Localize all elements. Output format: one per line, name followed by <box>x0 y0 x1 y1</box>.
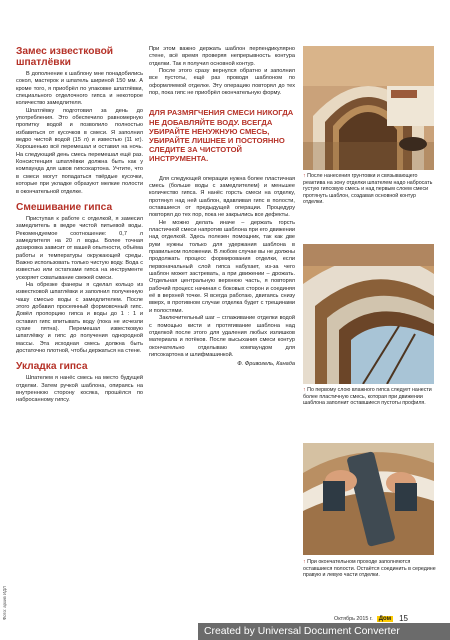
paragraph: Заключительный шаг – сглаживание отделки водой с помощью кисти и протягивание шаблона над отделкой после этого для удаления любых излишков материала и потёков. После высыхания смеси контур окончательно отделываю компаундом для гипсокартона и шлифмашинкой. <box>149 315 295 358</box>
page-number: 15 <box>399 614 408 623</box>
caption-arrow-icon: ↑ <box>303 387 306 393</box>
column-left <box>16 46 143 405</box>
caption-arrow-icon: ↑ <box>303 173 306 179</box>
caption-arrow-icon: ↑ <box>303 559 306 565</box>
caption-text: После нанесения грунтовки и связывающего реактива на зону отделки шпателем надо набросать густую гипсовую смесь и над первым слоем смеси протянуть шаблон, создавая основной контур отделки. <box>303 173 433 205</box>
photo-arch-template <box>303 244 434 384</box>
author-signature: Ф. Фривогель, Канада <box>237 361 295 368</box>
paragraph: В дополнение к шаблону мне понадобились сокол, мастерок и шпатель шириной 150 мм. А кроме того, я приобрёл по упаковке шпатлёвки, специального отделочного гипса и некоторое количество замедлителя. <box>16 71 143 107</box>
caption-2 <box>303 387 436 407</box>
heading-ukladka: Укладка гипса <box>16 361 88 373</box>
photo-hands-template <box>303 443 434 555</box>
callout: ДЛЯ РАЗМЯГЧЕНИЯ СМЕСИ НИКОГДА НЕ ДОБАВЛЯЙТЕ ВОДУ. ВСЕГДА УБИРАЙТЕ НЕНУЖНУЮ СМЕСЬ, УБИРАЙТЕ ЛИШНЕЕ И ПОСТОЯННО СЛЕДИТЕ ЗА ЧИСТОТОЙ ИНСТРУМЕНТА. <box>149 108 294 164</box>
heading-zames: Замес известковой шпатлёвки <box>16 46 114 68</box>
caption-1 <box>303 173 436 206</box>
paragraph: После этого сразу вернулся обратно и заполнил все пустоты, ещё раз проводя шаблоном по оформляемой отделке. Эту операцию повторял до тех пор, пока гипс не приобрёл окончательную форму. <box>149 68 295 97</box>
paragraph: Приступая к работе с отделкой, я замесил замедлитель в ведре чистой питьевой воды. Рекомендуемое соотношение: 0,7 л замедлителя на 20 л воды. Более точная дозировка зависит от вашей опытности, объёма работы и температуры окружающей среды. Важно использовать только чистую воду. Вода с известью или остатками гипса на инструменте ускоряет схватывание свежей смеси. <box>16 215 143 281</box>
paragraph: Не можно делать иначе – держать горсть пластичной смеси напротив шаблона при его движении над отделкой. Здесь полезен помощник, так как две руки нужны только для удержания шаблона в правильном положении. В любом случае вы не должны продолжать процесс формирования отделки, если первоначальный слой гипса набухает, из-за чего шаблон может застревать, а при движении – дрожать. Отдельная центральную верхнюю часть, я повторял рабочий процесс начиная с боковых сторон и соединяя её в верхней точке. Я всегда работаю, двигаясь снизу вверх, в противном случае отделка будет с трещинами и полостями. <box>149 219 295 314</box>
paragraph: Шпатлёвку подготовил за день до употребления. Это обеспечило равномерную пропитку водой и позволило полностью избавиться от кусочков в смеси. Я заполнил ведро чистой водой (15 л) и известью (11 кг). Хорошенько всё перемешал и оставил на ночь. На следующий день смесь перемешал ещё раз. Консистенция шпатлёвки должна быть как у компаунда для швов гипсокартона. Учтите, что в смеси могут попадаться твёрдые кусочки, которые при укладке образуют мелкие полости в окончательной отделке. <box>16 107 143 195</box>
magazine-logo: Дом <box>378 615 392 622</box>
converter-watermark: Created by Universal Document Converter <box>198 623 450 640</box>
caption-text: По первому слою влажного гипса следует нанести более пластичную смесь, которая при движении шаблона заполнит оставшиеся пустоты профиля. <box>303 387 432 406</box>
caption-text: При окончательном проходе заполняются оставшиеся полости. Остаётся соединить в середине правую и левую части отделки. <box>303 559 436 578</box>
caption-3 <box>303 559 436 579</box>
paragraph: На обрезке фанеры я сделал кольцо из известковой шпатлёвки и заполнил полученную чашу смесью воды с замедлителем. После этого добавил просеянный формовочный гипс. Довёл пропорцию гипса и воды до 1 : 1 и оставил гипс впитывать воду (пока не исчезли сухие пятна). Перемешал известковую шпатлёвку и гипс до получения однородной массы. Эта исходная смесь должна быть достаточно плотной, чтобы держаться на стене. <box>16 281 143 355</box>
photo-credit-text: Фото: архив ИДЛ <box>2 586 7 620</box>
issue-date: Октябрь 2015 г. <box>334 615 373 622</box>
column-middle <box>149 46 295 369</box>
heading-smeshivanie: Смешивание гипса <box>16 201 113 213</box>
photo-arch-plaster <box>303 46 434 170</box>
photo-credit <box>2 500 14 620</box>
paragraph: При этом важно держать шаблон перпендикулярно стене, всё время проверяя непрерывность контура отделки. Так я получил основной контур. <box>149 46 295 67</box>
paragraph: Шпателем я нанёс смесь на место будущей отделки. Затем ручкой шаблона, опираясь на внутреннюю сторону косяка, прошёлся по набросанному гипсу. <box>16 375 143 404</box>
paragraph: Для следующей операции нужна более пластичная смесь (больше воды с замедлителем) и меньшее количество гипса. Я нанёс горсть смеси на отделку, протянул над ней шаблон, вдавливая гипс в полости, оставшиеся от предыдущей операции. Процедуру повторял до тех пор, пока не закрылись все дефекты. <box>149 175 295 219</box>
page-footer <box>334 614 408 623</box>
